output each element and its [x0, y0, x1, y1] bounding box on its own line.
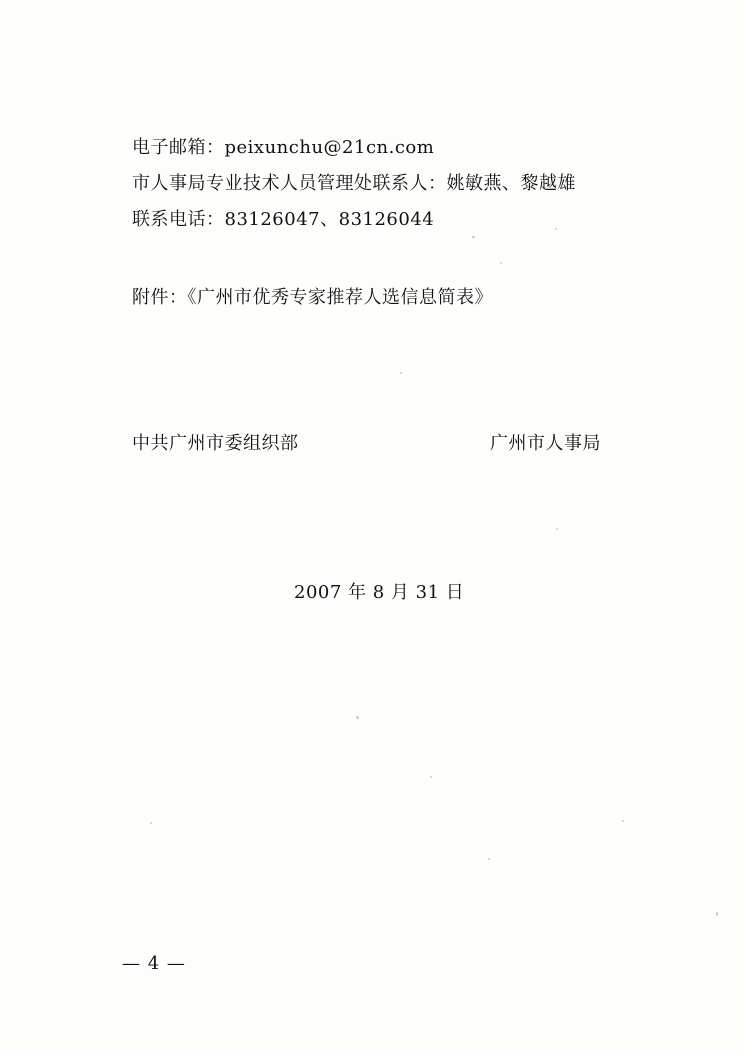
page-number: — 4 —: [122, 953, 186, 974]
signatory-organization-department: 中共广州市委组织部: [132, 433, 299, 454]
scan-speck: [555, 228, 557, 230]
signatory-personnel-bureau: 广州市人事局: [490, 433, 601, 454]
scan-speck: [500, 262, 502, 264]
email-line: 电子邮箱：peixunchu@21cn.com: [132, 137, 435, 158]
scan-speck: [556, 528, 558, 530]
scan-speck: [150, 822, 152, 824]
phone-line: 联系电话：83126047、83126044: [132, 209, 435, 230]
scan-speck: [400, 372, 402, 374]
scan-speck: [356, 716, 359, 719]
scan-speck: [716, 912, 718, 916]
scan-speck: [488, 858, 490, 860]
contact-person-line: 市人事局专业技术人员管理处联系人：姚敏燕、黎越雄: [132, 173, 576, 194]
scan-speck: [622, 820, 624, 822]
attachment-line: 附件：《广州市优秀专家推荐人选信息简表》: [132, 287, 493, 308]
scan-speck: [430, 776, 432, 778]
scan-speck: [472, 236, 475, 238]
document-date: 2007 年 8 月 31 日: [294, 582, 465, 603]
